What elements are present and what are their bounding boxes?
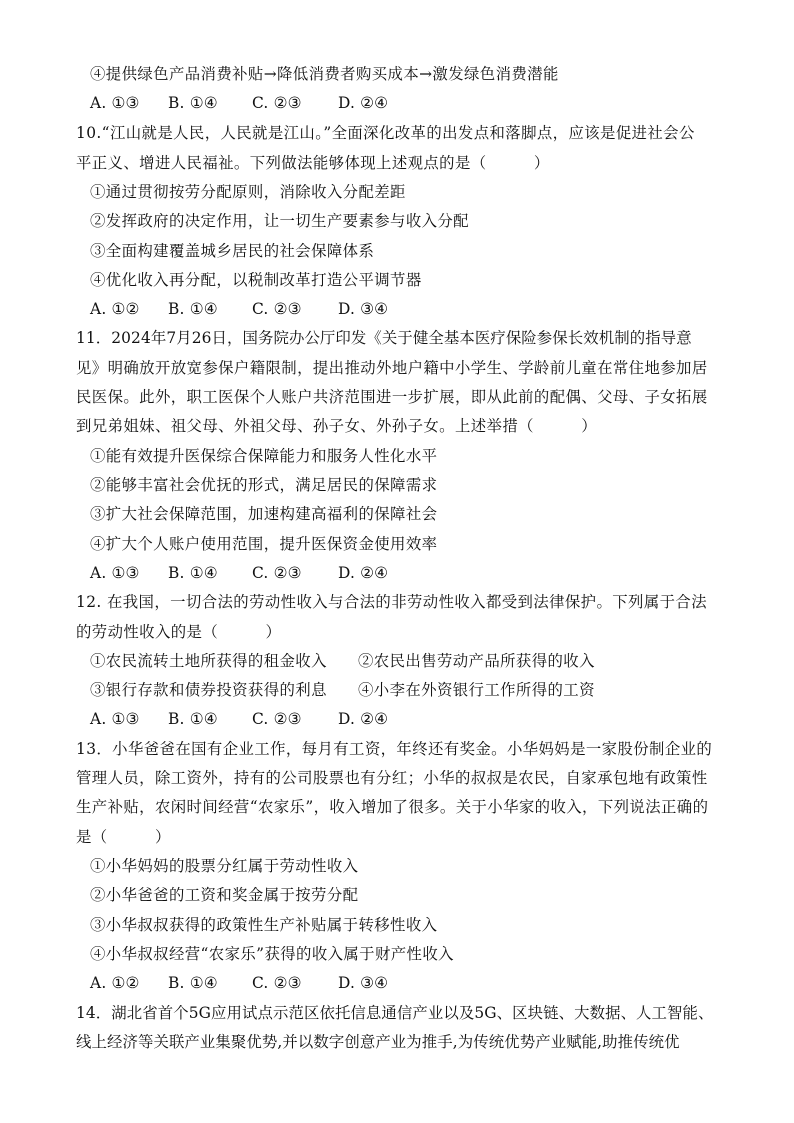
q10-stem-line-2: 平正义、增进人民福祉。下列做法能够体现上述观点的是（ ） — [76, 154, 550, 172]
q12-choice-c[interactable]: C. ②③ — [252, 710, 302, 728]
q12-choice-d[interactable]: D. ②④ — [338, 710, 389, 728]
q11-stem-line-1: 11．2024年7月26日，国务院办公厅印发《关于健全基本医疗保险参保长效机制的指导意 — [76, 329, 692, 347]
q11-answer-choices — [90, 563, 750, 583]
q12-options-row-1 — [90, 651, 750, 671]
q11-choice-b[interactable]: B. ①④ — [168, 564, 218, 582]
q9-option-4: ④提供绿色产品消费补贴→降低消费者购买成本→激发绿色消费潜能 — [90, 65, 559, 83]
q11-option-3: ③扩大社会保障范围，加速构建高福利的保障社会 — [90, 505, 438, 523]
q14-stem-line-2: 线上经济等关联产业集聚优势,并以数字创意产业为推手,为传统优势产业赋能,助推传统优 — [76, 1033, 680, 1051]
q9-choice-b[interactable]: B. ①④ — [168, 94, 218, 112]
q11-option-1: ①能有效提升医保综合保障能力和服务人性化水平 — [90, 447, 438, 465]
q12-choice-a[interactable]: A. ①③ — [90, 710, 140, 728]
q11-choice-d[interactable]: D. ②④ — [338, 564, 389, 582]
q10-option-3: ③全面构建覆盖城乡居民的社会保障体系 — [90, 242, 375, 260]
q10-option-1: ①通过贯彻按劳分配原则，消除收入分配差距 — [90, 183, 406, 201]
q13-option-3: ③小华叔叔获得的政策性生产补贴属于转移性收入 — [90, 916, 438, 934]
q10-option-2: ②发挥政府的决定作用，让一切生产要素参与收入分配 — [90, 212, 469, 230]
q13-choice-b[interactable]: B. ①④ — [168, 974, 218, 992]
q13-option-4: ④小华叔叔经营“农家乐”获得的收入属于财产性收入 — [90, 945, 454, 963]
q12-stem-line-1: 12. 在我国，一切合法的劳动性收入与合法的非劳动性收入都受到法律保护。下列属于合法 — [76, 593, 708, 611]
q13-choice-d[interactable]: D. ③④ — [338, 974, 389, 992]
q13-stem-line-1: 13．小华爸爸在国有企业工作，每月有工资，年终还有奖金。小华妈妈是一家股份制企业的 — [76, 740, 713, 758]
q12-answer-choices — [90, 709, 750, 729]
q13-option-1: ①小华妈妈的股票分红属于劳动性收入 — [90, 857, 359, 875]
q12-option-2: ②农民出售劳动产品所获得的收入 — [358, 652, 595, 670]
q12-option-4: ④小李在外资银行工作所得的工资 — [358, 681, 595, 699]
q10-choice-c[interactable]: C. ②③ — [252, 300, 302, 318]
q10-answer-choices — [90, 299, 750, 319]
q13-choice-c[interactable]: C. ②③ — [252, 974, 302, 992]
q10-stem-line-1: 10.“江山就是人民，人民就是江山。”全面深化改革的出发点和落脚点，应该是促进社会公 — [76, 124, 695, 142]
q13-option-2: ②小华爸爸的工资和奖金属于按劳分配 — [90, 886, 359, 904]
q12-option-3: ③银行存款和债券投资获得的利息 — [90, 681, 327, 699]
q9-choice-a[interactable]: A. ①③ — [90, 94, 140, 112]
q12-option-1: ①农民流转土地所获得的租金收入 — [90, 652, 327, 670]
q13-stem-line-4: 是（ ） — [76, 828, 171, 846]
q14-stem-line-1: 14．湖北省首个5G应用试点示范区依托信息通信产业以及5G、区块链、大数据、人工智能、 — [76, 1004, 714, 1022]
q11-choice-a[interactable]: A. ①③ — [90, 564, 140, 582]
q9-answer-choices — [90, 93, 750, 113]
q11-stem-line-2: 见》明确放开放宽参保户籍限制，提出推动外地户籍中小学生、学龄前儿童在常住地参加居 — [76, 359, 708, 377]
q11-stem-line-4: 到兄弟姐妹、祖父母、外祖父母、孙子女、外孙子女。上述举措（ ） — [76, 417, 598, 435]
q10-choice-b[interactable]: B. ①④ — [168, 300, 218, 318]
q12-options-row-2 — [90, 680, 750, 700]
q9-choice-d[interactable]: D. ②④ — [338, 94, 389, 112]
q10-choice-a[interactable]: A. ①② — [90, 300, 140, 318]
q13-stem-line-3: 生产补贴，农闲时间经营“农家乐”，收入增加了很多。关于小华家的收入，下列说法正确的 — [76, 798, 709, 816]
q10-choice-d[interactable]: D. ③④ — [338, 300, 389, 318]
q11-stem-line-3: 民医保。此外，职工医保个人账户共济范围进一步扩展，即从此前的配偶、父母、子女拓展 — [76, 388, 708, 406]
q11-option-4: ④扩大个人账户使用范围，提升医保资金使用效率 — [90, 535, 438, 553]
q12-choice-b[interactable]: B. ①④ — [168, 710, 218, 728]
q13-stem-line-2: 管理人员，除工资外，持有的公司股票也有分红；小华的叔叔是农民，自家承包地有政策性 — [76, 769, 708, 787]
q9-choice-c[interactable]: C. ②③ — [252, 94, 302, 112]
q13-answer-choices — [90, 973, 750, 993]
q12-stem-line-2: 的劳动性收入的是（ ） — [76, 623, 282, 641]
q11-choice-c[interactable]: C. ②③ — [252, 564, 302, 582]
q13-choice-a[interactable]: A. ①② — [90, 974, 140, 992]
q10-option-4: ④优化收入再分配，以税制改革打造公平调节器 — [90, 271, 422, 289]
q11-option-2: ②能够丰富社会优抚的形式，满足居民的保障需求 — [90, 476, 438, 494]
